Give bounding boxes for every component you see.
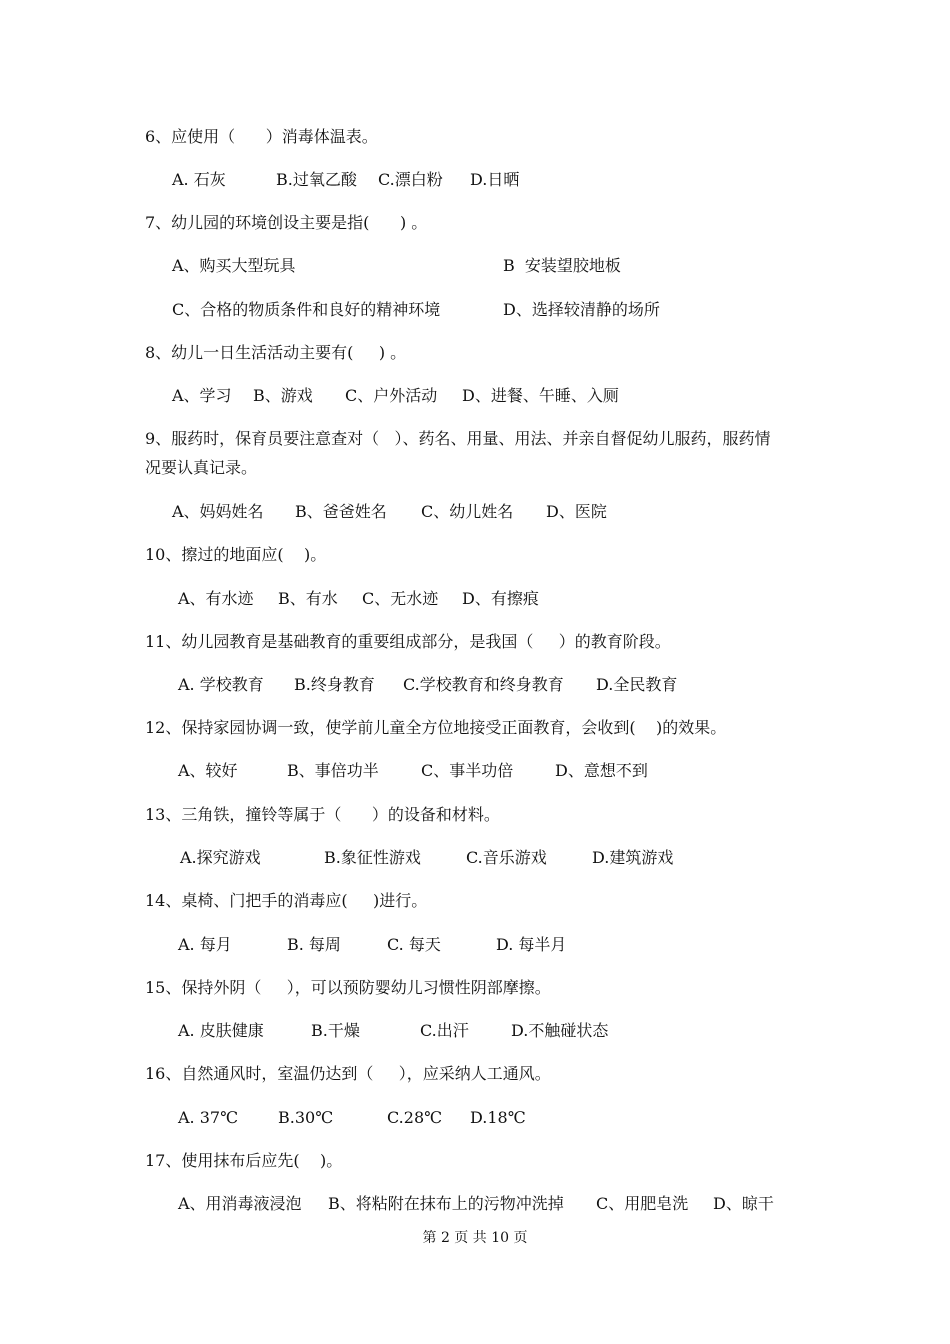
question-8-option-c: C、户外活动 <box>345 386 438 405</box>
question-11-option-b: B.终身教育 <box>294 675 375 694</box>
question-13-option-d: D.建筑游戏 <box>592 848 674 867</box>
question-9-option-a: A、妈妈姓名 <box>172 502 264 521</box>
question-11-option-a: A. 学校教育 <box>178 675 264 694</box>
question-7-option-d: D、选择较清静的场所 <box>503 300 660 319</box>
question-15-option-d: D.不触碰状态 <box>511 1021 609 1040</box>
question-14-option-d: D. 每半月 <box>496 935 567 954</box>
question-16-option-c: C.28℃ <box>387 1108 443 1127</box>
question-14-option-c: C. 每天 <box>387 935 441 954</box>
question-6-option-b: B.过氧乙酸 <box>276 170 357 189</box>
question-9-option-d: D、医院 <box>546 502 607 521</box>
question-7-stem: 7、幼儿园的环境创设主要是指( ) 。 <box>145 213 428 232</box>
question-9-option-c: C、幼儿姓名 <box>421 502 514 521</box>
question-10-option-b: B、有水 <box>278 589 338 608</box>
question-13-option-a: A.探究游戏 <box>180 848 261 867</box>
question-10-option-c: C、无水迹 <box>362 589 439 608</box>
question-10-option-d: D、有擦痕 <box>462 589 539 608</box>
question-8-stem: 8、幼儿一日生活活动主要有( ) 。 <box>145 343 407 362</box>
question-11-option-c: C.学校教育和终身教育 <box>403 675 564 694</box>
page-footer: 第 2 页 共 10 页 <box>422 1230 528 1246</box>
question-16-option-a: A. 37℃ <box>178 1108 238 1127</box>
question-14-option-b: B. 每周 <box>287 935 341 954</box>
question-9-stem-continued: 况要认真记录。 <box>145 458 258 477</box>
question-13-option-c: C.音乐游戏 <box>466 848 547 867</box>
question-17-stem: 17、使用抹布后应先( )。 <box>145 1151 343 1170</box>
question-9-option-b: B、爸爸姓名 <box>295 502 387 521</box>
question-15-option-c: C.出汗 <box>420 1021 469 1040</box>
question-7-option-b: B 安装望胶地板 <box>503 256 621 275</box>
question-17-option-b: B、将粘附在抹布上的污物冲洗掉 <box>328 1194 564 1213</box>
question-6-option-d: D.日晒 <box>470 170 520 189</box>
question-12-option-d: D、意想不到 <box>555 761 648 780</box>
question-16-stem: 16、自然通风时，室温仍达到（ ），应采纳人工通风。 <box>145 1064 551 1083</box>
question-10-option-a: A、有水迹 <box>178 589 254 608</box>
question-14-option-a: A. 每月 <box>178 935 232 954</box>
question-6-stem: 6、应使用（ ）消毒体温表。 <box>145 127 378 146</box>
question-6-option-a: A. 石灰 <box>172 170 226 189</box>
question-15-stem: 15、保持外阴（ ），可以预防婴幼儿习惯性阴部摩擦。 <box>145 978 551 997</box>
question-8-option-a: A、学习 <box>172 386 232 405</box>
question-12-option-b: B、事倍功半 <box>287 761 379 780</box>
question-9-stem: 9、服药时，保育员要注意查对（ ）、药名、用量、用法、并亲自督促幼儿服药，服药情 <box>145 429 771 448</box>
question-8-option-d: D、进餐、午睡、入厕 <box>462 386 619 405</box>
question-6-option-c: C.漂白粉 <box>378 170 443 189</box>
question-13-stem: 13、三角铁，撞铃等属于（ ）的设备和材料。 <box>145 805 500 824</box>
question-11-stem: 11、幼儿园教育是基础教育的重要组成部分，是我国（ ）的教育阶段。 <box>145 632 671 651</box>
question-12-stem: 12、保持家园协调一致，使学前儿童全方位地接受正面教育，会收到( )的效果。 <box>145 718 727 737</box>
question-17-option-c: C、用肥皂洗 <box>596 1194 689 1213</box>
question-16-option-b: B.30℃ <box>278 1108 334 1127</box>
question-12-option-c: C、事半功倍 <box>421 761 514 780</box>
question-12-option-a: A、较好 <box>178 761 238 780</box>
question-7-option-a: A、购买大型玩具 <box>172 256 296 275</box>
question-11-option-d: D.全民教育 <box>596 675 678 694</box>
question-10-stem: 10、擦过的地面应( )。 <box>145 545 327 564</box>
question-14-stem: 14、桌椅、门把手的消毒应( )进行。 <box>145 891 428 910</box>
question-17-option-d: D、晾干 <box>713 1194 774 1213</box>
question-17-option-a: A、用消毒液浸泡 <box>178 1194 302 1213</box>
question-15-option-a: A. 皮肤健康 <box>178 1021 264 1040</box>
question-16-option-d: D.18℃ <box>470 1108 526 1127</box>
question-15-option-b: B.干燥 <box>311 1021 360 1040</box>
question-8-option-b: B、游戏 <box>253 386 313 405</box>
question-7-option-c: C、合格的物质条件和良好的精神环境 <box>172 300 441 319</box>
question-13-option-b: B.象征性游戏 <box>324 848 421 867</box>
